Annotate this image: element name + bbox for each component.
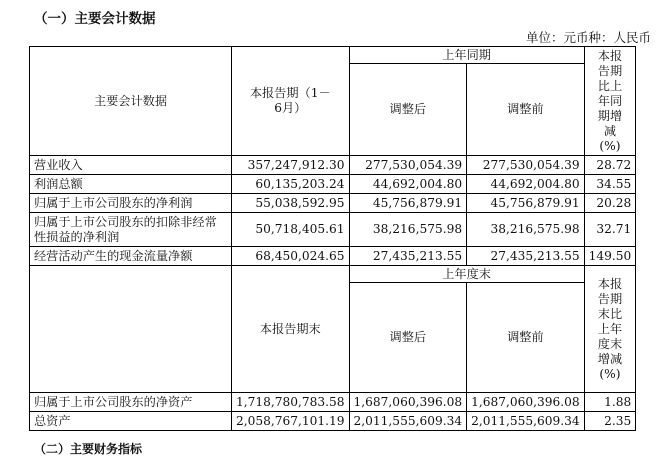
row-before: 1,687,060,396.08 <box>467 393 585 412</box>
row-adjusted: 2,011,555,609.34 <box>349 412 467 431</box>
row-label: 营业收入 <box>30 156 232 175</box>
next-section-title-partial: （二）主要财务指标 <box>34 442 143 456</box>
table-row <box>30 393 636 412</box>
row-adjusted: 38,216,575.98 <box>349 213 467 247</box>
table2-header-row-top <box>30 266 636 283</box>
header-adjusted: 调整后 <box>349 64 467 156</box>
header-blank-cell <box>30 266 232 393</box>
row-change: 1.88 <box>584 393 636 412</box>
row-before: 38,216,575.98 <box>467 213 585 247</box>
row-label: 归属于上市公司股东的扣除非经常性损益的净利润 <box>30 213 232 247</box>
table1-header-row-top <box>30 47 636 64</box>
row-current: 1,718,780,783.58 <box>232 393 350 412</box>
row-before: 277,530,054.39 <box>467 156 585 175</box>
header-current-period-text: 本报告期（1－6月） <box>249 86 331 115</box>
table-row <box>30 213 636 247</box>
row-adjusted: 45,756,879.91 <box>349 194 467 213</box>
row-current: 357,247,912.30 <box>232 156 350 175</box>
row-current: 60,135,203.24 <box>232 175 350 194</box>
row-current: 68,450,024.65 <box>232 247 350 266</box>
row-change: 20.28 <box>584 194 636 213</box>
header-change-pct-text: 本报告期比上年同期增减(%) <box>597 48 623 153</box>
header-before-adjustment: 调整前 <box>467 283 585 393</box>
header-adjusted: 调整后 <box>349 283 467 393</box>
header-prior-year-end-group: 上年度末 <box>349 266 584 283</box>
header-prior-year-group: 上年同期 <box>349 47 584 64</box>
header-before-adjustment: 调整前 <box>467 64 585 156</box>
table-row <box>30 175 636 194</box>
table-row <box>30 194 636 213</box>
table-row <box>30 412 636 431</box>
row-current: 55,038,592.95 <box>232 194 350 213</box>
row-change: 149.50 <box>584 247 636 266</box>
header-main-data: 主要会计数据 <box>30 47 232 156</box>
header-change-pct-end-text: 本报告期末比上年度末增减(%) <box>597 276 623 381</box>
header-change-pct-end <box>584 266 636 393</box>
table-row <box>30 247 636 266</box>
row-before: 44,692,004.80 <box>467 175 585 194</box>
row-label: 经营活动产生的现金流量净额 <box>30 247 232 266</box>
row-adjusted: 27,435,213.55 <box>349 247 467 266</box>
row-before: 27,435,213.55 <box>467 247 585 266</box>
row-adjusted: 1,687,060,396.08 <box>349 393 467 412</box>
row-adjusted: 44,692,004.80 <box>349 175 467 194</box>
unit-currency-note: 单位：元币种：人民币 <box>525 30 651 45</box>
row-current: 2,058,767,101.19 <box>232 412 350 431</box>
header-period-end: 本报告期末 <box>232 266 350 393</box>
row-current: 50,718,405.61 <box>232 213 350 247</box>
row-change: 32.71 <box>584 213 636 247</box>
table-row <box>30 156 636 175</box>
accounting-data-table <box>29 46 636 431</box>
row-adjusted: 277,530,054.39 <box>349 156 467 175</box>
header-change-pct <box>584 47 636 156</box>
row-change: 34.55 <box>584 175 636 194</box>
row-label: 总资产 <box>30 412 232 431</box>
row-label: 归属于上市公司股东的净资产 <box>30 393 232 412</box>
row-change: 28.72 <box>584 156 636 175</box>
row-change: 2.35 <box>584 412 636 431</box>
row-label: 利润总额 <box>30 175 232 194</box>
row-before: 2,011,555,609.34 <box>467 412 585 431</box>
header-current-period <box>232 47 350 156</box>
row-before: 45,756,879.91 <box>467 194 585 213</box>
section-title: （一）主要会计数据 <box>34 11 156 27</box>
row-label: 归属于上市公司股东的净利润 <box>30 194 232 213</box>
